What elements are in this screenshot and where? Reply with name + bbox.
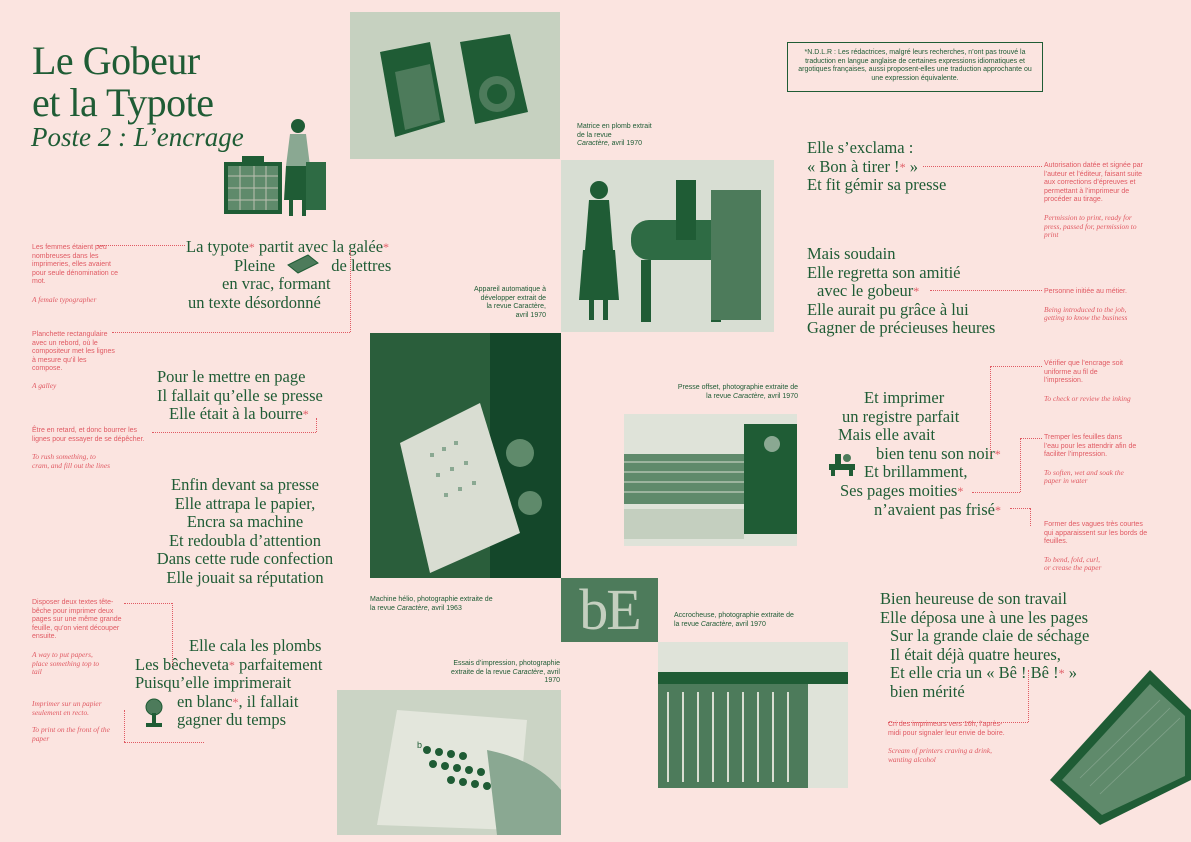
leader-bebe-v [1028,670,1029,722]
leader-bourre-v [316,418,317,432]
stanza-3-line-3: Encra sa machine [186,512,304,532]
stanza-8-line-6: bien mérité [890,681,965,701]
asterisk: * [248,240,255,254]
asterisk: * [913,284,920,299]
note-typote [32,244,122,305]
leader-bourre-h [152,432,316,433]
stanza-5-line-1: Elle s’exclama : [807,138,914,157]
page-title [32,40,214,124]
stanza-7-line-7: n’avaient pas frisé* [874,499,1001,519]
stanza-3-line-6: Elle jouait sa réputation [166,567,324,587]
note-blanc [32,700,116,743]
note-noir [1044,360,1134,403]
leader-bat [923,166,1042,167]
stanza-1 [186,238,391,312]
leader-frise-v [1030,508,1031,526]
note-moities-en: To soften, wet and soak the paper in water [1044,467,1124,486]
note-frise-fr: Former des vagues très courtes qui apparaissent sur les bords de feuilles. [1044,521,1148,546]
caption-presse: Presse offset, photographie extraite de la revue Caractère, avril 1970 [677,384,798,400]
stanza-8-line-1: Bien heureuse de son travail [880,589,1067,608]
asterisk: * [957,483,964,498]
leader-gobeur [930,290,1042,291]
stanza-3-line-2: Elle attrapa le papier, [174,493,316,513]
note-gobeur [1044,288,1148,323]
asterisk: * [1058,666,1065,681]
asterisk: * [383,240,390,254]
photo-be-letters [561,578,658,642]
stanza-1-line-3: en vrac, formant [222,274,331,294]
title-line-2: et la Typote [32,80,214,125]
stanza-6-line-5: Gagner de précieuses heures [807,318,996,338]
matrices-image [350,12,560,159]
note-galee-en: A galley [32,380,57,390]
photo-accrocheuse [658,642,848,788]
leader-noir-h [990,366,1042,367]
leader-frise-h [1010,508,1030,509]
stanza-7-line-1: Et imprimer [864,388,945,407]
essais-image [337,690,561,835]
page-subtitle: Poste 2 : L’encrage [31,122,244,152]
leader-typote [97,245,185,246]
stanza-4 [135,637,322,730]
appareil-image [561,160,774,332]
stanza-3-line-4: Et redoubla d’attention [168,530,322,550]
stanza-6-line-2: Elle regretta son amitié [807,262,961,282]
note-noir-en: To check or review the inking [1044,393,1131,403]
stanza-8-line-3: Sur la grande claie de séchage [890,626,1090,646]
stanza-7-line-5: Et brillamment, [864,462,968,482]
stanza-7-line-2: un registre parfait [842,406,960,426]
leader-becheveta-h [124,603,172,604]
stanza-2-line-3: Elle était à la bourre* [169,404,309,424]
note-becheveta [32,599,124,677]
photo-matrices [350,12,560,159]
stanza-7-line-6: Ses pages moities* [840,480,964,500]
note-gobeur-fr: Personne initiée au métier. [1044,288,1127,295]
leader-blanc-h [124,742,204,743]
stanza-6-line-4: Elle aurait pu grâce à lui [807,299,969,319]
stanza-8 [880,590,1089,702]
stanza-2-line-1: Pour le mettre en page [157,367,306,386]
leader-moities-h2 [972,492,1020,493]
leader-moities-v [1020,438,1021,492]
stanza-5-line-2: « Bon à tirer !* » [807,156,918,176]
title-line-1: Le Gobeur [32,38,200,83]
stanza-4-line-2: Les bêcheveta* parfaitement [135,654,323,674]
leader-moities-h [1020,438,1042,439]
asterisk: * [302,407,309,422]
stanza-7-line-3: Mais elle avait [838,425,936,445]
note-bat [1044,162,1148,240]
photo-machine-helio [370,333,561,578]
note-bourre-en: To rush something, to cram, and fill out the lines [32,452,111,470]
stanza-5-line-3: Et fit gémir sa presse [807,175,947,195]
note-galee [32,331,118,391]
photo-appareil [561,160,774,332]
stanza-1-line-1: La typote* partit avec la galée* [186,237,390,256]
note-moities-fr: Tremper les feuilles dans l’eau pour les attendrir afin de faciliter l’impression. [1044,434,1137,459]
stanza-8-line-4: Il était déjà quatre heures, [890,644,1061,664]
photo-essais [337,690,561,835]
note-frise [1044,521,1152,573]
leader-galee-v [350,250,351,332]
note-bebe-fr: Cri des imprimeurs vers 16h, l’après-midi pour signaler leur envie de boire. [888,721,1005,737]
stanza-3-line-5: Dans cette rude confection [156,549,334,569]
asterisk: * [228,657,235,672]
leader-becheveta-v [172,603,173,666]
presse-image [624,414,797,546]
stanza-6 [807,245,995,338]
note-bebe-en: Scream of printers craving a drink, wanting alcohol [888,746,993,764]
stanza-1-line-4: un texte désordonné [188,292,321,312]
stanza-4-line-5: gagner du temps [177,710,287,730]
note-typote-en: A female typographer [32,294,97,304]
stanza-4-line-1: Elle cala les plombs [189,636,322,655]
accrocheuse-image [658,642,848,788]
note-blanc-fr: Imprimer sur un papier seulement en recto. [32,699,102,717]
be-letters: bE [579,578,640,642]
asterisk: * [994,502,1001,517]
note-bourre-fr: Être en retard, et donc bourrer les lignes pour essayer de se dépêcher. [32,427,145,443]
note-bebe [888,721,1008,764]
stanza-4-line-4: en blanc*, il fallait [177,691,299,711]
stanza-6-line-3: avec le gobeur* [817,281,920,301]
word-typote: La typote [186,237,249,256]
stanza-4-line-3: Puisqu’elle imprimerait [135,673,292,693]
note-becheveta-en: A way to put papers, place something top to tail [32,649,100,677]
stanza-3-line-1: Enfin devant sa presse [171,475,319,494]
asterisk: * [232,694,239,709]
note-moities [1044,434,1138,486]
stanza-7 [838,389,1001,519]
essais-letter: b [417,740,423,750]
caption-accrocheuse: Accrocheuse, photographie extraite de la revue Caractère, avril 1970 [674,612,794,628]
leader-galee-h [112,332,350,333]
leader-blanc-v [124,710,125,742]
helio-image [370,333,561,578]
stanza-6-line-1: Mais soudain [807,244,896,263]
caption-appareil: Appareil automatique à développer extrait de la revue Caractère, avril 1970 [474,286,546,319]
leader-bebe-h [888,722,1028,723]
stanza-2-line-2: Il fallait qu’elle se presse [157,385,323,405]
note-noir-fr: Vérifier que l’encrage soit uniforme au fil de l’impression. [1044,360,1123,385]
photo-presse-offset [624,414,797,546]
caption-matrice: Matrice en plomb extrait de la revue Caractère, avril 1970 [577,123,652,148]
stanza-8-line-5: Et elle cria un « Bê ! Bê !* » [890,663,1077,683]
note-galee-fr: Planchette rectangulaire avec un rebord, où le compositeur met les lignes à mesure qu’il les compose. [32,331,115,373]
typote-illustration [222,116,330,220]
stanza-7-line-4: bien tenu son noir* [876,443,1001,463]
caption-essais: Essais d’impression, photographie extraite de la revue Caractère, avril 1970 [451,660,560,685]
note-typote-fr: Les femmes étaient peu nombreuses dans les imprimeries, elles avaient pour seule dénomination ce mot. [32,244,119,286]
asterisk: * [899,159,906,174]
note-gobeur-en: Being introduced to the job, getting to know the business [1044,304,1128,323]
note-bat-fr: Autorisation datée et signée par l’auteur et l’éditeur, faisant suite aux corrections d’épreuves et permettant à l’imprimeur de procéder au tirage. [1044,162,1143,204]
ndlr-box [787,42,1043,92]
caption-helio: Machine hélio, photographie extraite de la revue Caractère, avril 1963 [370,596,493,612]
asterisk: * [994,446,1001,461]
note-bourre [32,427,150,470]
stanza-3 [150,476,340,588]
stanza-1-line-2: Pleine de lettres [234,255,392,275]
leader-noir-v [990,366,991,456]
note-bat-en: Permission to print, ready for press, passed for, permission to print [1044,212,1137,240]
note-frise-en: To bend, fold, curl, or crease the paper [1044,554,1102,573]
stanza-8-line-2: Elle déposa une à une les pages [880,607,1089,627]
stanza-2 [157,368,323,424]
ndlr-text: *N.D.L.R : Les rédactrices, malgré leurs recherches, n’ont pas trouvé la traduction en langue anglaise de certaines expressions idiomatiques et argotiques françaises, aussi proposent-elles une traduction approchante ou une expression équivalente. [798,49,1032,82]
note-blanc-en: To print on the front of the paper [32,725,110,743]
note-becheveta-fr: Disposer deux textes tête-bêche pour imprimer deux pages sur une même grande feuille, qu’on vient découper ensuite. [32,599,122,641]
